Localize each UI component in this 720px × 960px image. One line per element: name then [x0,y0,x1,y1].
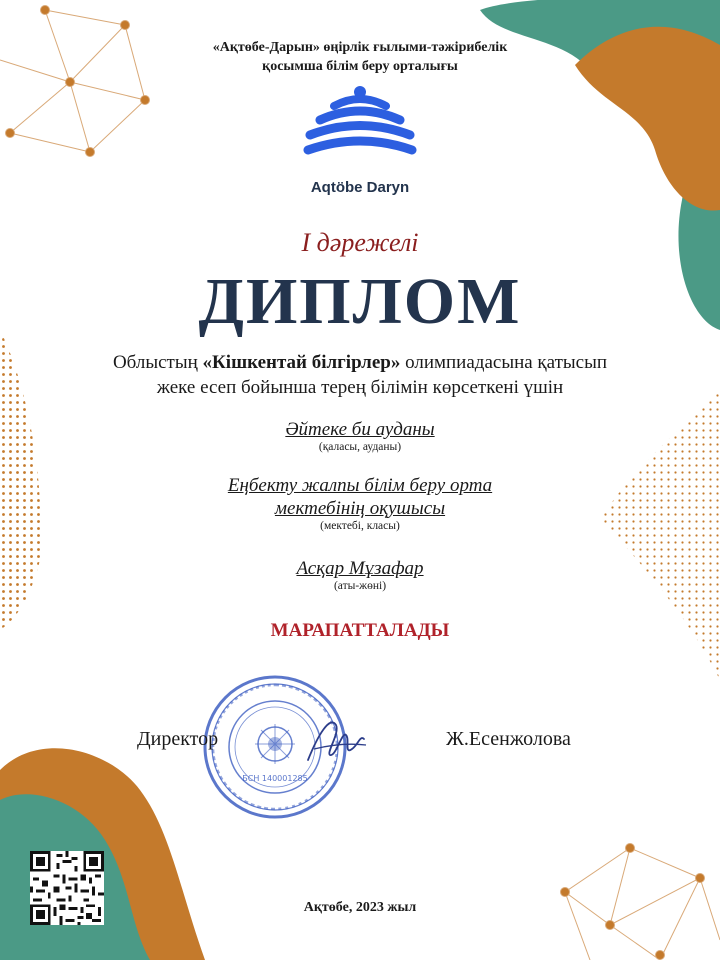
organization-line-2: қосымша білім беру орталығы [262,59,458,74]
reason-prefix: Облыстың [112,352,203,373]
reason-line-2: жеке есеп бойынша терең білімін көрсеткені үшін [156,377,564,398]
aqtobe-daryn-logo [300,84,420,196]
award-reason [0,350,720,400]
logo-text: Aqtöbe Daryn [310,179,410,196]
diploma-title: ДИПЛОМ [198,265,522,338]
student-hint: (аты-жөні) [333,580,387,592]
place-and-year: Ақтөбе, 2023 жыл [303,900,417,915]
daryn-waves-icon [300,84,420,166]
organization-name [0,38,720,76]
handwritten-signature-icon [300,705,370,775]
reason-suffix: олимпиадасына қатысып [400,352,608,373]
school-block [0,474,720,532]
top-left-network [0,6,150,157]
award-text: МАРАПАТТАЛАДЫ [270,620,450,641]
student-block [0,557,720,592]
organization-line-1: «Ақтөбе-Дарын» өңірлік ғылыми-тәжірибелік [212,40,508,55]
district-block [0,418,720,453]
student-name: Асқар Мұзафар [296,558,424,579]
degree-label: I дәрежелі [301,228,419,257]
olympiad-name: «Кішкентай білгірлер» [202,352,401,373]
district-hint: (қаласы, ауданы) [318,441,402,453]
director-name: Ж.Есенжолова [446,728,571,750]
seal-text: БСН 140001285 [242,774,308,783]
district-value: Әйтеке би ауданы [285,419,435,440]
school-line-1: Еңбекту жалпы білім беру орта [227,475,493,496]
reason-line-1 [0,350,720,375]
director-label: Директор [137,728,219,750]
school-hint: (мектебі, класы) [320,520,400,532]
school-line-2: мектебінің оқушысы [274,498,446,519]
